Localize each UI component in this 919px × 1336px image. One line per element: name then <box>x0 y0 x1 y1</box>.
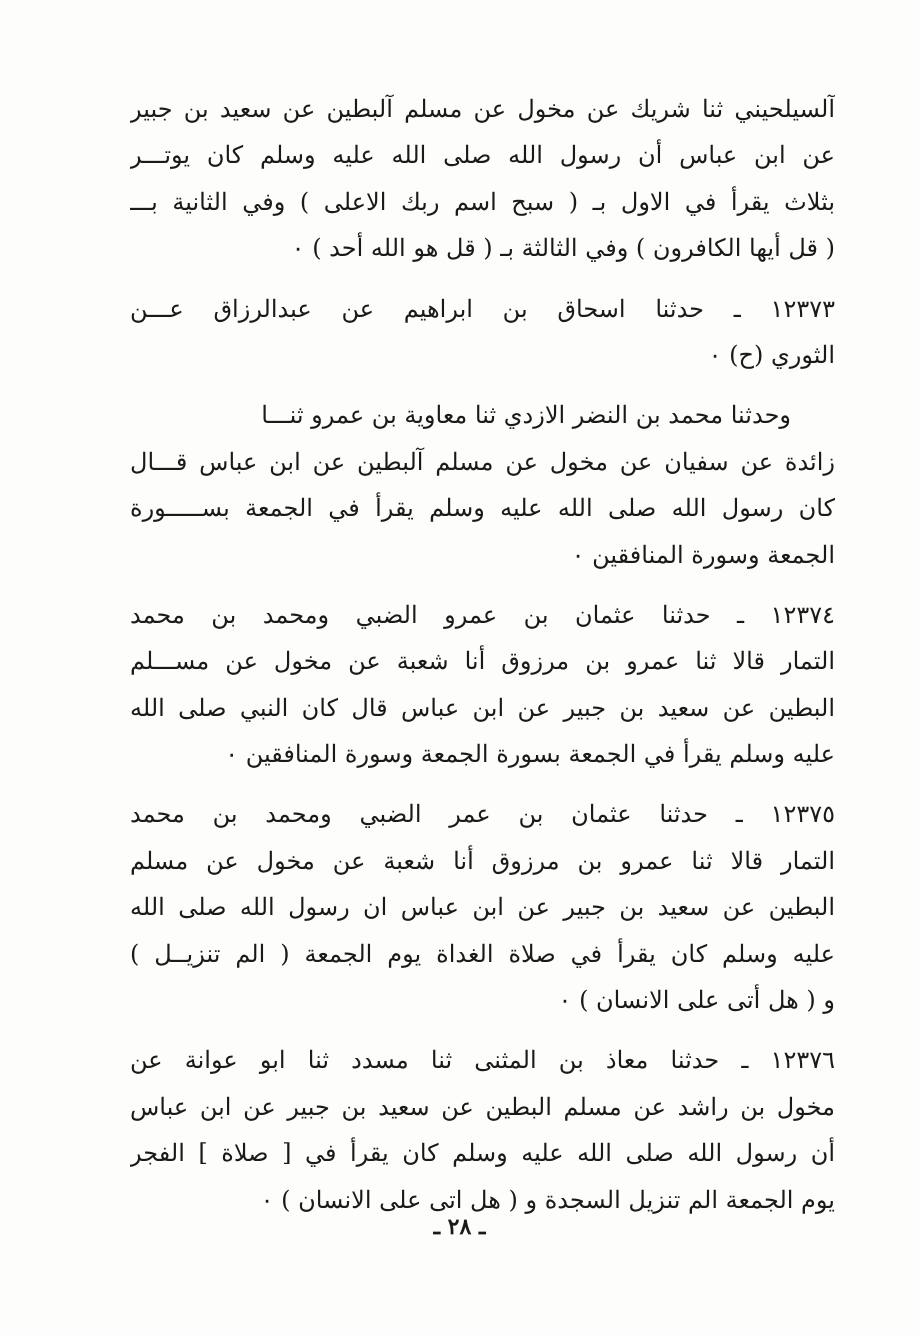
text-line: ( قل أيها الكافرون ) وفي الثالثة بـ ( قل هو الله أحد ) ٠ <box>291 234 835 263</box>
text-line: الجمعة وسورة المنافقين ٠ <box>571 540 835 569</box>
text-line: ١٢٣٧٣ ـ حدثنا اسحاق بن ابراهيم عن عبدالرزاق عـــن <box>130 294 835 323</box>
text-line: يوم الجمعة الم تنزيل السجدة و ( هل اتى على الانسان ) ٠ <box>260 1185 835 1214</box>
text-line: ١٢٣٧٤ ـ حدثنا عثمان بن عمرو الضبي ومحمد بن محمد <box>130 600 835 629</box>
text-line: ١٢٣٧٥ ـ حدثنا عثمان بن عمر الضبي ومحمد بن محمد <box>130 800 835 829</box>
paragraph-gap <box>130 578 835 592</box>
text-line: البطين عن سعيد بن جبير عن ابن عباس قال كان النبي صلى الله <box>130 693 835 722</box>
text-line: بثلاث يقرأ في الاول بـ ( سبح اسم ربك الاعلى ) وفي الثانية بـــ <box>130 187 835 216</box>
text-line: ١٢٣٧٦ ـ حدثنا معاذ بن المثنى ثنا مسدد ثنا ابو عوانة عن <box>130 1046 835 1075</box>
text-line: وحدثنا محمد بن النضر الازدي ثنا معاوية بن عمرو ثنـــا <box>261 401 791 430</box>
hadith-12376 <box>130 1037 835 1223</box>
text-line: و ( هل أتى على الانسان ) ٠ <box>558 986 835 1015</box>
text-line: عليه وسلم كان يقرأ في صلاة الغداة يوم الجمعة ( الم تنزيــل ) <box>130 939 835 968</box>
paragraph <box>130 86 835 272</box>
text-line: أن رسول الله صلى الله عليه وسلم كان يقرأ في [ صلاة ] الفجر <box>130 1139 835 1168</box>
text-line: مخول بن راشد عن مسلم البطين عن سعيد بن جبير عن ابن عباس <box>130 1092 835 1121</box>
text-line: زائدة عن سفيان عن مخول عن مسلم آلبطين عن ابن عباس قـــال <box>130 447 835 476</box>
text-line: عليه وسلم يقرأ في الجمعة بسورة الجمعة وسورة المنافقين ٠ <box>225 740 835 769</box>
hadith-12374 <box>130 592 835 778</box>
paragraph-gap <box>130 777 835 791</box>
text-line: التمار قالا ثنا عمرو بن مرزوق أنا شعبة عن مخول عن مســـلم <box>130 647 835 676</box>
paragraph-gap <box>130 378 835 392</box>
paragraph-gap <box>130 272 835 286</box>
text-line: عن ابن عباس أن رسول الله صلى الله عليه وسلم كان يوتـــر <box>130 141 835 170</box>
text-line: كان رسول الله صلى الله عليه وسلم يقرأ في الجمعة بســـــورة <box>130 494 835 523</box>
hadith-12375 <box>130 791 835 1023</box>
text-line: الثوري (ح) ٠ <box>708 340 835 369</box>
paragraph <box>130 392 835 578</box>
paragraph-gap <box>130 1023 835 1037</box>
body-text <box>130 86 835 1223</box>
text-line: آلسيلحيني ثنا شريك عن مخول عن مسلم آلبطين عن سعيد بن جبير <box>130 95 835 123</box>
text-line: البطين عن سعيد بن جبير عن ابن عباس ان رسول الله صلى الله <box>130 893 835 922</box>
text-line: التمار قالا ثنا عمرو بن مرزوق أنا شعبة عن مخول عن مسلم <box>130 846 835 875</box>
hadith-12373 <box>130 286 835 379</box>
page-number: ـ ٢٨ ـ <box>433 1214 486 1240</box>
